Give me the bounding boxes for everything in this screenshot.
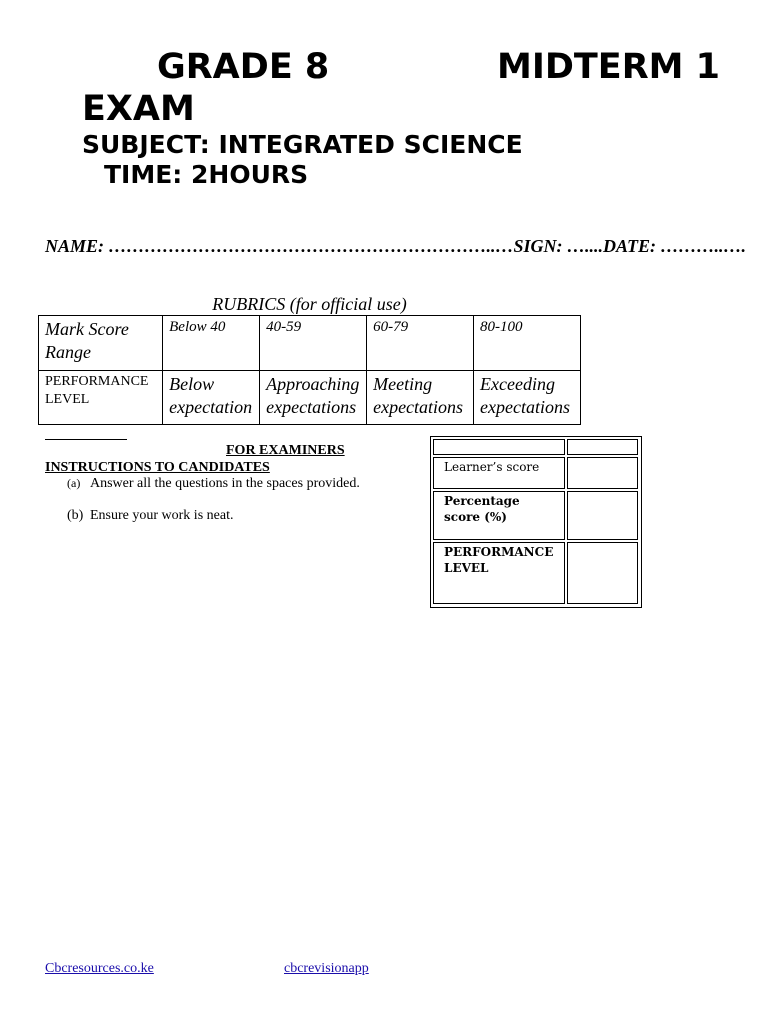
rubric-score-label: Mark Score Range <box>39 316 163 371</box>
rubric-score-cell: Below 40 <box>163 316 260 371</box>
learner-score-value[interactable] <box>567 457 638 489</box>
title-midterm: MIDTERM 1 <box>497 47 721 87</box>
examiner-header-cell <box>567 439 638 455</box>
performance-level-value[interactable] <box>567 542 638 604</box>
rubric-level-row <box>39 371 581 425</box>
rubric-score-cell: 60-79 <box>367 316 474 371</box>
rubrics-caption: RUBRICS (for official use) <box>212 294 407 314</box>
rubric-score-cell: 40-59 <box>260 316 367 371</box>
footer-link-cbcrevisionapp[interactable]: cbcrevisionapp <box>284 961 369 976</box>
footer-link-cbcresources[interactable]: Cbcresources.co.ke <box>45 961 154 976</box>
rubric-score-row <box>39 316 581 371</box>
instruction-text: Answer all the questions in the spaces provided. <box>90 476 360 491</box>
performance-level-label: PERFORMANCE LEVEL <box>433 542 565 604</box>
instructions-heading: INSTRUCTIONS TO CANDIDATES <box>45 460 270 475</box>
percentage-score-value[interactable] <box>567 491 638 540</box>
short-divider <box>45 439 127 440</box>
rubric-level-cell: Approaching expectations <box>260 371 367 425</box>
title-grade: GRADE 8 <box>157 47 330 87</box>
instruction-item-b <box>67 508 233 524</box>
rubric-level-label: PERFORMANCE LEVEL <box>39 371 163 425</box>
title-exam: EXAM <box>82 89 195 129</box>
instruction-marker: (b) <box>67 508 84 523</box>
learner-score-label: Learner’s score <box>433 457 565 489</box>
rubric-level-cell: Exceeding expectations <box>474 371 581 425</box>
rubric-score-cell: 80-100 <box>474 316 581 371</box>
rubrics-table <box>38 315 581 425</box>
subject-line: SUBJECT: INTEGRATED SCIENCE <box>82 130 523 159</box>
examiner-score-table <box>430 436 642 608</box>
instruction-text: Ensure your work is neat. <box>90 508 234 523</box>
for-examiners-heading: FOR EXAMINERS <box>226 443 345 458</box>
time-line: TIME: 2HOURS <box>104 160 309 189</box>
rubric-level-cell: Below expectation <box>163 371 260 425</box>
examiner-header-cell <box>433 439 565 455</box>
percentage-score-label: Percentage score (%) <box>433 491 565 540</box>
name-sign-date-line: NAME: ………………………………………………………..…SIGN: …....DATE: ………..…. <box>45 236 747 256</box>
instruction-item-a <box>67 476 360 492</box>
instruction-marker: (a) <box>67 476 81 490</box>
rubric-level-cell: Meeting expectations <box>367 371 474 425</box>
